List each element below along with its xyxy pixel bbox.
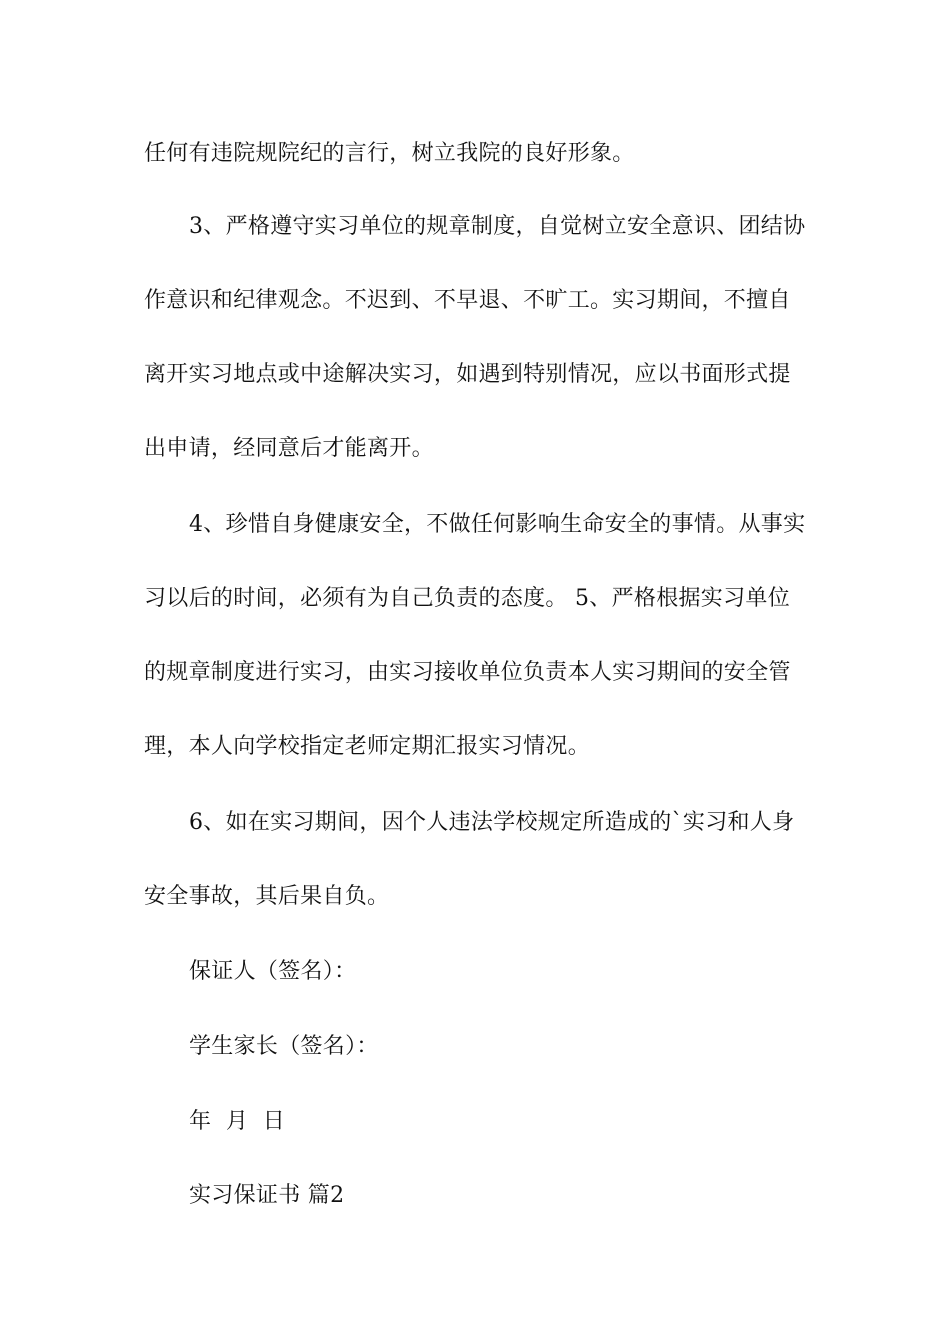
text-line: 作意识和纪律观念。不迟到、不早退、不旷工。实习期间，不擅自: [144, 288, 791, 313]
text-line: 6、如在实习期间，因个人违法学校规定所造成的`实习和人身: [189, 810, 795, 835]
text-line: 3、严格遵守实习单位的规章制度，自觉树立安全意识、团结协: [189, 214, 806, 239]
text-line: 习以后的时间，必须有为自己负责的态度。 5、严格根据实习单位: [144, 586, 790, 611]
text-line: 任何有违院规院纪的言行，树立我院的良好形象。: [144, 141, 635, 166]
text-line: 的规章制度进行实习，由实习接收单位负责本人实习期间的安全管: [144, 660, 791, 685]
text-line: 理，本人向学校指定老师定期汇报实习情况。: [144, 734, 591, 759]
signature-line-parent: 学生家长（签名）：: [189, 1034, 379, 1059]
section-heading: 实习保证书 篇2: [189, 1183, 345, 1208]
text-line: 离开实习地点或中途解决实习，如遇到特别情况，应以书面形式提: [144, 362, 791, 387]
signature-line-guarantor: 保证人（签名）：: [189, 959, 357, 984]
text-line: 出申请，经同意后才能离开。: [144, 436, 434, 461]
date-line: 年 月 日: [189, 1109, 286, 1134]
text-line: 4、珍惜自身健康安全，不做任何影响生命安全的事情。从事实: [189, 512, 806, 537]
text-line: 安全事故，其后果自负。: [144, 884, 390, 909]
